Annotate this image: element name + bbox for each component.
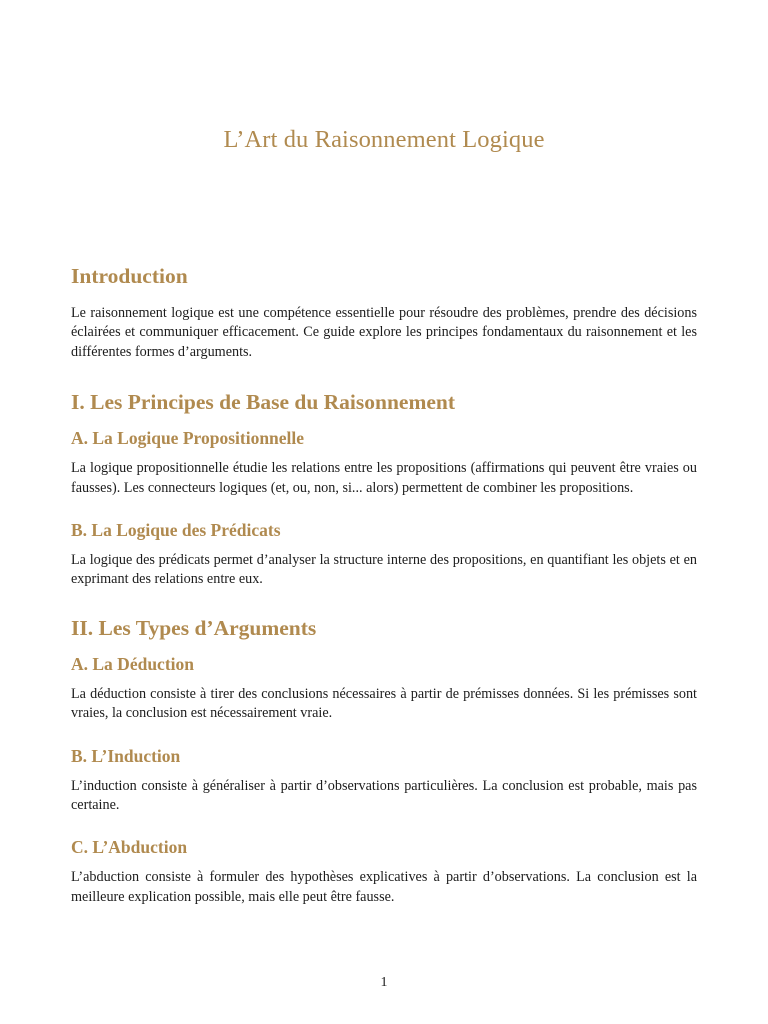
subsection-heading-logique-propositionnelle: A. La Logique Propositionnelle: [71, 428, 305, 449]
paragraph-logique-predicats: La logique des prédicats permet d’analyser la structure interne des propositions, en quantifiant les objets et en exprimant des relations entre eux.: [71, 552, 697, 588]
subsection-heading-deduction: A. La Déduction: [71, 653, 194, 674]
subsection-heading-induction: B. L’Induction: [71, 745, 181, 766]
paragraph-introduction: Le raisonnement logique est une compétence essentielle pour résoudre des problèmes, prendre des décisions éclairées et communiquer efficacement. Ce guide explore les principes fondamentaux du raisonnement et les différentes formes d’arguments.: [71, 305, 697, 360]
subsection-heading-logique-predicats: B. La Logique des Prédicats: [71, 520, 281, 541]
paragraph-deduction: La déduction consiste à tirer des conclusions nécessaires à partir de prémisses données. Si les prémisses sont vraies, la conclusion est nécessairement vraie.: [71, 685, 697, 722]
paragraph-induction: L’induction consiste à généraliser à partir d’observations particulières. La conclusion est probable, mais pas certaine.: [71, 777, 697, 814]
page-number: 1: [380, 975, 388, 990]
paragraph-logique-propositionnelle: La logique propositionnelle étudie les relations entre les propositions (affirmations qui peuvent être vraies ou fausses). Les connecteurs logiques (et, ou, non, si... alors) permettent de combiner les propositions.: [71, 460, 697, 496]
paragraph-abduction: L’abduction consiste à formuler des hypothèses explicatives à partir d’observations. La conclusion est la meilleure explication possible, mais elle peut être fausse.: [71, 869, 697, 905]
section-heading-introduction: Introduction: [71, 264, 188, 288]
subsection-heading-abduction: C. L’Abduction: [71, 837, 188, 858]
section-heading-principes: I. Les Principes de Base du Raisonnement: [71, 390, 456, 415]
section-heading-types-arguments: II. Les Types d’Arguments: [71, 615, 317, 640]
document-body: [71, 262, 697, 907]
document-title: L’Art du Raisonnement Logique: [223, 126, 545, 153]
